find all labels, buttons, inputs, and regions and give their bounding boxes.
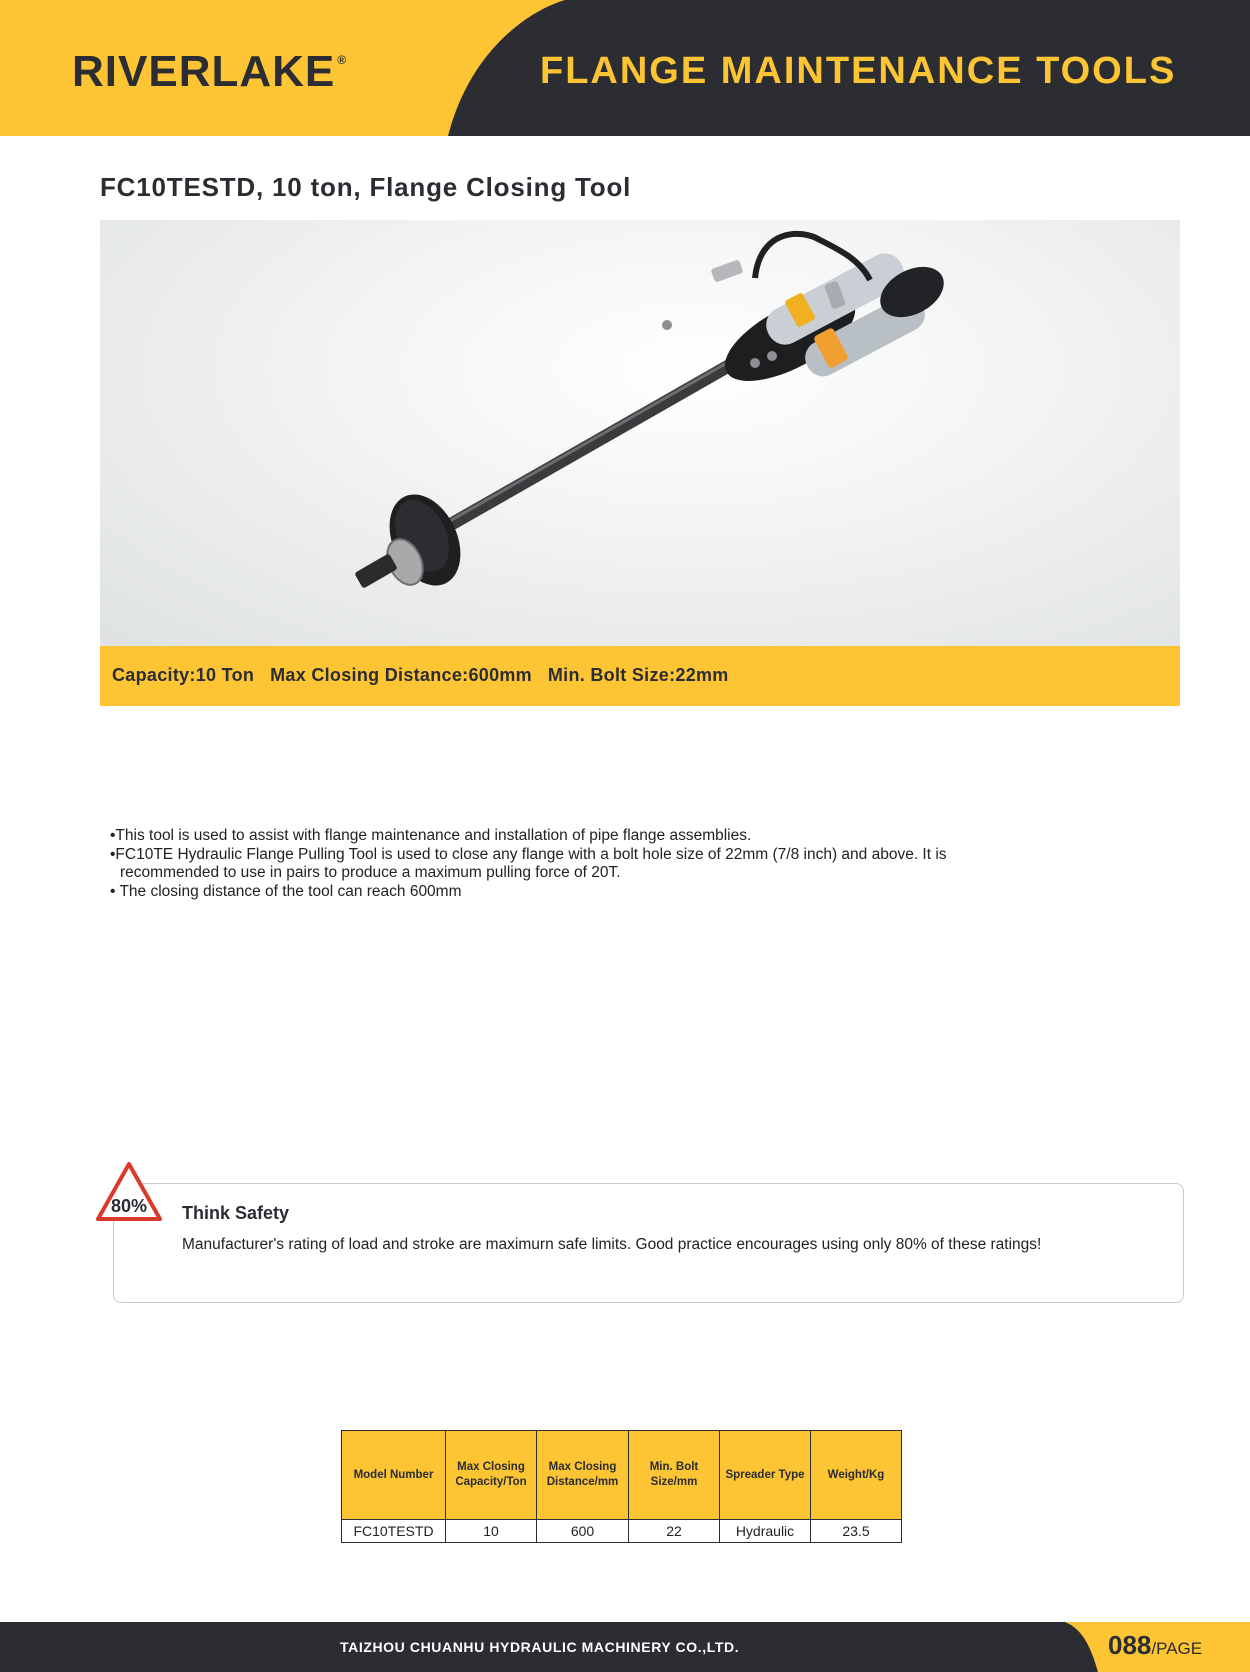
description-line: •This tool is used to assist with flange maintenance and installation of pipe flange assemblies. xyxy=(110,827,752,844)
specification-table xyxy=(341,1430,902,1543)
column-header: Max Closing Distance/mm xyxy=(537,1431,629,1520)
table-cell: 22 xyxy=(629,1520,720,1543)
warning-badge-text: 80% xyxy=(110,1196,148,1216)
column-header: Spreader Type xyxy=(720,1431,811,1520)
table-cell: FC10TESTD xyxy=(342,1520,446,1543)
spec-summary-text: Capacity:10 Ton Max Closing Distance:600mm Min. Bolt Size:22mm xyxy=(112,665,729,685)
table-cell: 23.5 xyxy=(811,1520,902,1543)
table-header-row xyxy=(342,1431,902,1520)
spec-summary-bar xyxy=(100,646,1180,706)
product-title: FC10TESTD, 10 ton, Flange Closing Tool xyxy=(100,172,632,202)
column-header: Weight/Kg xyxy=(811,1431,902,1520)
flange-closing-tool-illustration xyxy=(100,220,1180,646)
table-cell: 600 xyxy=(537,1520,629,1543)
table-cell: Hydraulic xyxy=(720,1520,811,1543)
warning-triangle-icon xyxy=(94,1160,164,1224)
page-number: 088/PAGE xyxy=(1108,1630,1203,1660)
column-header: Model Number xyxy=(342,1431,446,1520)
footer-company-name: TAIZHOU CHUANHU HYDRAULIC MACHINERY CO.,LTD. xyxy=(340,1639,740,1655)
table-row xyxy=(342,1520,902,1543)
category-title: FLANGE MAINTENANCE TOOLS xyxy=(540,50,1177,92)
description-line: recommended to use in pairs to produce a maximum pulling force of 20T. xyxy=(120,864,621,881)
description-line: • The closing distance of the tool can reach 600mm xyxy=(110,882,462,900)
description-line: •FC10TE Hydraulic Flange Pulling Tool is used to close any flange with a bolt hole size of 22mm (7/8 inch) and above. It is xyxy=(110,845,947,863)
product-photo xyxy=(100,220,1180,646)
safety-title: Think Safety xyxy=(182,1203,290,1223)
column-header: Max Closing Capacity/Ton xyxy=(446,1431,537,1520)
table-cell: 10 xyxy=(446,1520,537,1543)
safety-text: Manufacturer's rating of load and stroke are maximurn safe limits. Good practice encourages using only 80% of these ratings! xyxy=(182,1236,1042,1253)
product-description xyxy=(110,827,1110,901)
brand-logo: RIVERLAKE ® xyxy=(72,47,348,96)
column-header: Min. Bolt Size/mm xyxy=(629,1431,720,1520)
page-header xyxy=(0,0,1250,136)
